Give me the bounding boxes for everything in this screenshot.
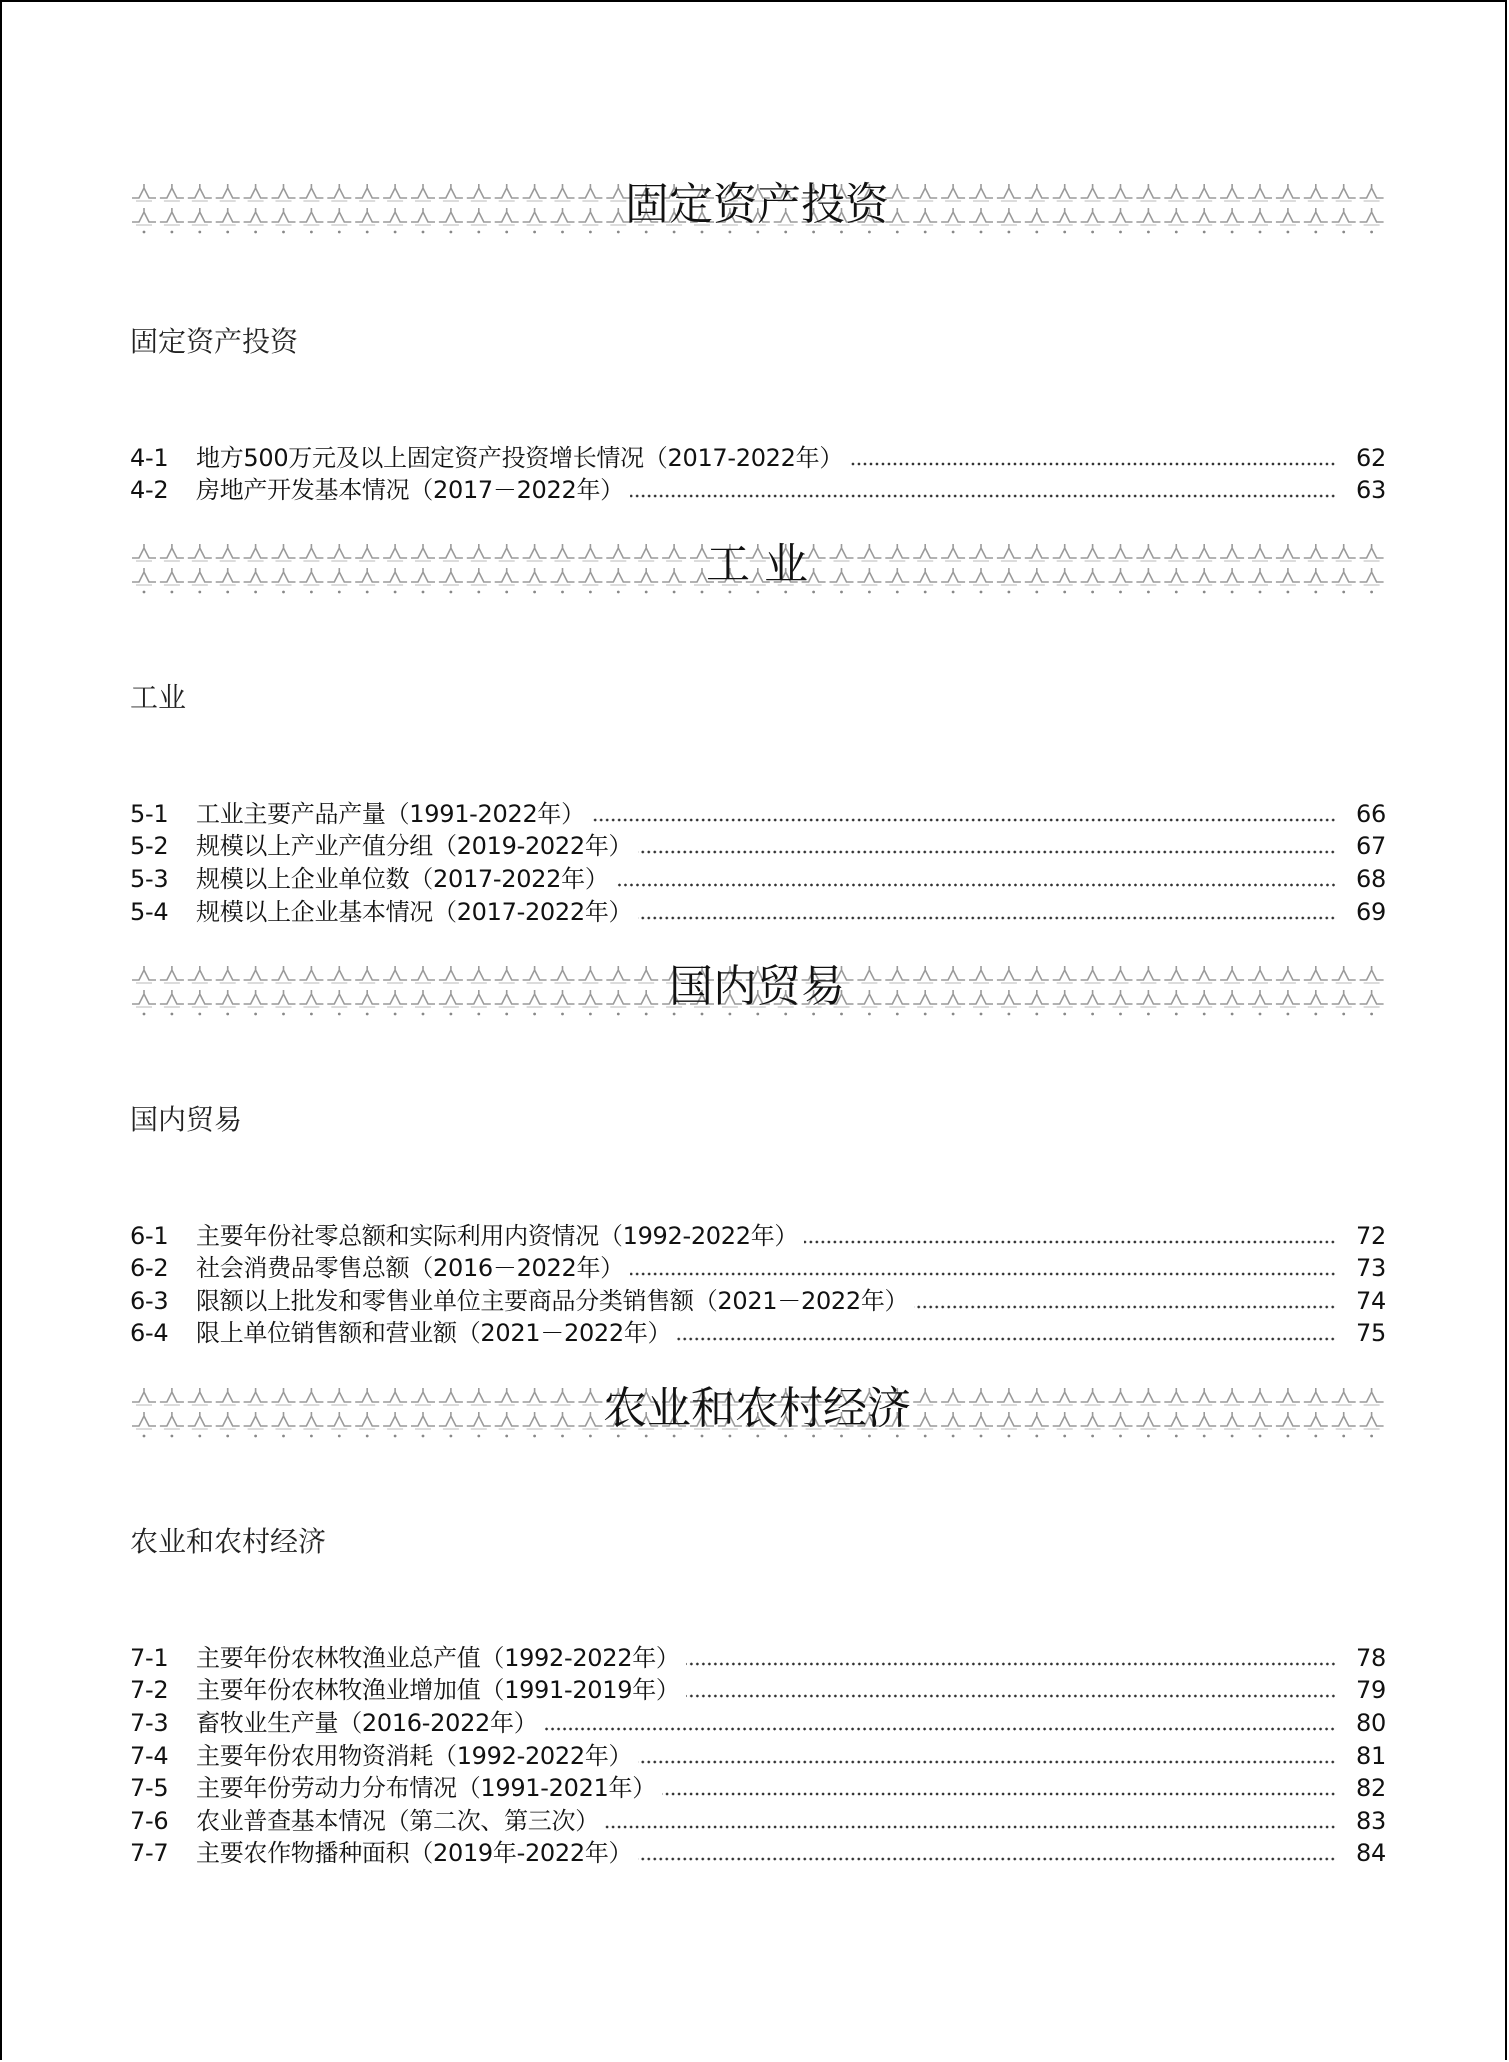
toc-entry[interactable]: [130, 1317, 1386, 1349]
entry-title: 主要年份农林牧渔业总产值（1992-2022年）: [196, 1644, 680, 1672]
entry-number: 4-1: [130, 444, 169, 472]
entry-title: 主要年份社零总额和实际利用内资情况（1992-2022年）: [196, 1222, 799, 1250]
entry-number: 5-3: [130, 865, 169, 893]
section-label: 国内贸易: [130, 1103, 243, 1136]
entry-page: 62: [1356, 444, 1386, 472]
entry-page: 82: [1356, 1774, 1386, 1802]
entry-page: 79: [1356, 1676, 1386, 1704]
toc-entry[interactable]: [130, 1220, 1386, 1252]
toc-entry[interactable]: [130, 474, 1386, 506]
entry-title: 规模以上企业单位数（2017-2022年）: [196, 865, 609, 893]
entry-page: 69: [1356, 898, 1386, 926]
entry-page: 81: [1356, 1742, 1386, 1770]
dot-leader: [638, 916, 1336, 920]
entry-page: 78: [1356, 1644, 1386, 1672]
dot-leader: [677, 1337, 1336, 1341]
banner-title: 固定资产投资: [625, 179, 889, 230]
entry-page: 74: [1356, 1287, 1386, 1315]
toc-entry[interactable]: [130, 830, 1386, 862]
entry-title: 工业主要产品产量（1991-2022年）: [196, 800, 585, 828]
entry-number: 6-4: [130, 1319, 169, 1347]
entry-number: 7-6: [130, 1807, 169, 1835]
entry-number: 6-1: [130, 1222, 169, 1250]
entry-number: 7-1: [130, 1644, 169, 1672]
section-banner: [130, 956, 1384, 1018]
entry-number: 5-4: [130, 898, 169, 926]
dot-leader: [605, 1825, 1336, 1829]
entry-title: 房地产开发基本情况（2017－2022年）: [196, 476, 624, 504]
entry-page: 84: [1356, 1839, 1386, 1867]
banner-title: 工 业: [706, 539, 808, 590]
entry-number: 7-7: [130, 1839, 169, 1867]
dot-leader: [849, 462, 1336, 466]
entry-number: 7-5: [130, 1774, 169, 1802]
entry-title: 主要年份劳动力分布情况（1991-2021年）: [196, 1774, 656, 1802]
dot-leader: [804, 1240, 1336, 1244]
dot-leader: [543, 1727, 1336, 1731]
entry-title: 限额以上批发和零售业单位主要商品分类销售额（2021－2022年）: [196, 1287, 909, 1315]
entry-title: 社会消费品零售总额（2016－2022年）: [196, 1254, 624, 1282]
section-label: 农业和农村经济: [130, 1525, 327, 1558]
dot-leader: [638, 1857, 1336, 1861]
entry-title: 规模以上产业产值分组（2019-2022年）: [196, 832, 633, 860]
toc-entry[interactable]: [130, 896, 1386, 928]
toc-entry[interactable]: [130, 1837, 1386, 1869]
toc-entry[interactable]: [130, 1740, 1386, 1772]
entry-page: 75: [1356, 1319, 1386, 1347]
banner-title: 国内贸易: [669, 961, 845, 1012]
entry-title: 农业普查基本情况（第二次、第三次）: [196, 1807, 599, 1835]
dot-leader: [662, 1792, 1336, 1796]
entry-number: 7-2: [130, 1676, 169, 1704]
toc-entry[interactable]: [130, 1285, 1386, 1317]
section-banner: [130, 1378, 1384, 1440]
entry-number: 5-2: [130, 832, 169, 860]
toc-entry[interactable]: [130, 1252, 1386, 1284]
entry-number: 7-3: [130, 1709, 169, 1737]
entry-page: 63: [1356, 476, 1386, 504]
entry-page: 80: [1356, 1709, 1386, 1737]
section-banner: [130, 534, 1384, 596]
section-label: 固定资产投资: [130, 325, 299, 358]
banner-title: 农业和农村经济: [603, 1383, 911, 1434]
dot-leader: [591, 818, 1336, 822]
toc-entry[interactable]: [130, 1772, 1386, 1804]
entry-title: 主要农作物播种面积（2019年-2022年）: [196, 1839, 633, 1867]
dot-leader: [615, 883, 1336, 887]
entry-page: 83: [1356, 1807, 1386, 1835]
dot-leader: [686, 1694, 1336, 1698]
dot-leader: [630, 494, 1336, 498]
section-label: 工业: [130, 681, 187, 714]
entry-title: 畜牧业生产量（2016-2022年）: [196, 1709, 538, 1737]
entry-number: 7-4: [130, 1742, 169, 1770]
entry-page: 68: [1356, 865, 1386, 893]
entry-page: 66: [1356, 800, 1386, 828]
entry-page: 67: [1356, 832, 1386, 860]
entry-title: 主要年份农林牧渔业增加值（1991-2019年）: [196, 1676, 680, 1704]
toc-entry[interactable]: [130, 1642, 1386, 1674]
toc-entry[interactable]: [130, 863, 1386, 895]
toc-entry[interactable]: [130, 1674, 1386, 1706]
dot-leader: [638, 1760, 1336, 1764]
entry-page: 72: [1356, 1222, 1386, 1250]
entry-number: 5-1: [130, 800, 169, 828]
dot-leader: [638, 850, 1336, 854]
entry-title: 主要年份农用物资消耗（1992-2022年）: [196, 1742, 633, 1770]
entry-number: 4-2: [130, 476, 169, 504]
toc-entry[interactable]: [130, 1707, 1386, 1739]
entry-number: 6-2: [130, 1254, 169, 1282]
entry-title: 规模以上企业基本情况（2017-2022年）: [196, 898, 633, 926]
entry-title: 限上单位销售额和营业额（2021－2022年）: [196, 1319, 672, 1347]
entry-page: 73: [1356, 1254, 1386, 1282]
entry-number: 6-3: [130, 1287, 169, 1315]
toc-entry[interactable]: [130, 442, 1386, 474]
toc-entry[interactable]: [130, 798, 1386, 830]
dot-leader: [686, 1662, 1336, 1666]
dot-leader: [914, 1305, 1336, 1309]
entry-title: 地方500万元及以上固定资产投资增长情况（2017-2022年）: [196, 444, 844, 472]
section-banner: [130, 174, 1384, 236]
dot-leader: [630, 1272, 1336, 1276]
toc-entry[interactable]: [130, 1805, 1386, 1837]
